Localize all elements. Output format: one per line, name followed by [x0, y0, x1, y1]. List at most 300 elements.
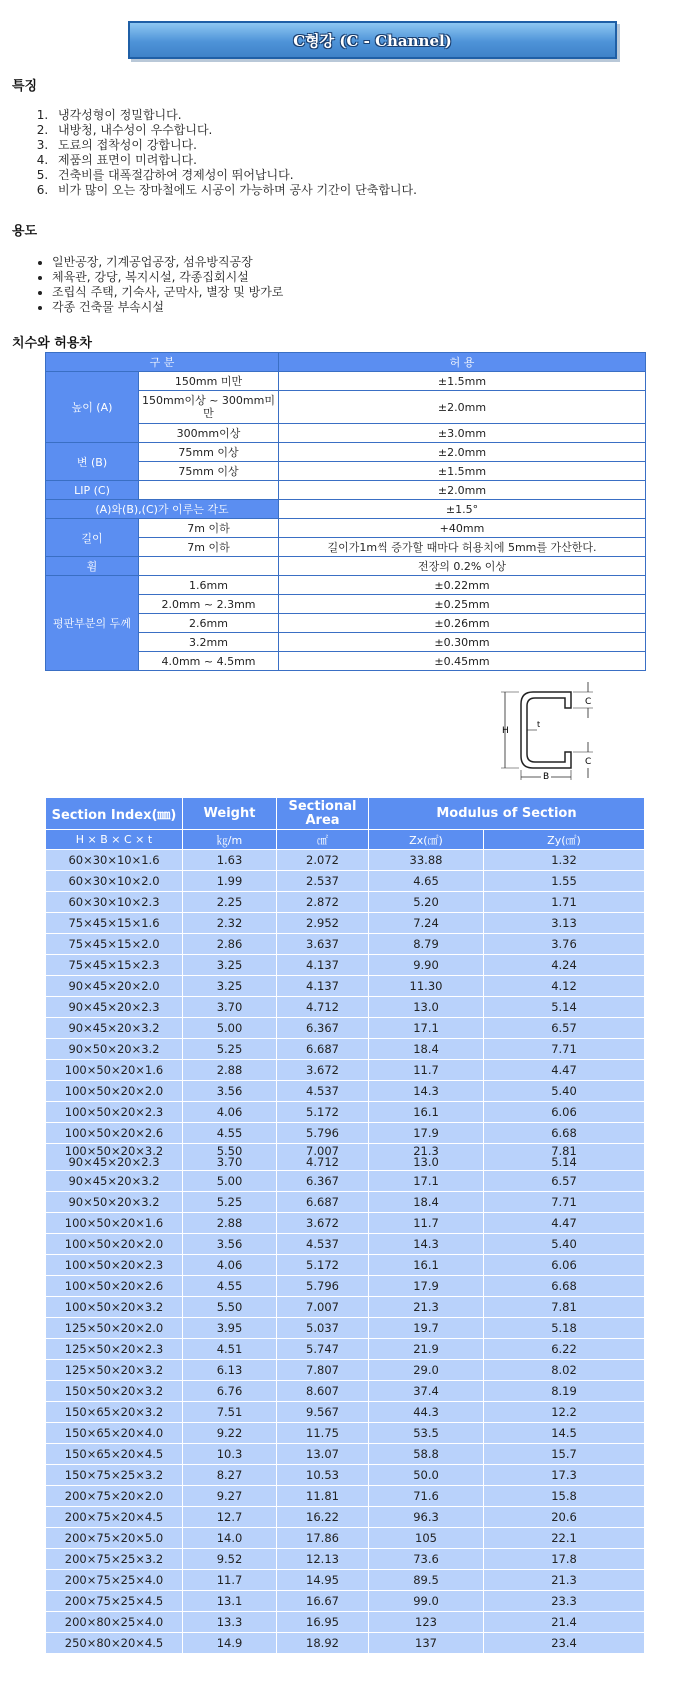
table-cell: 8.607: [277, 1381, 369, 1402]
unit-cell: H × B × C × t: [46, 830, 183, 850]
table-cell: 2.25: [183, 892, 277, 913]
table-cell: 4.24: [484, 955, 645, 976]
table-cell: 5.50 3.70: [183, 1144, 277, 1171]
table-row: [46, 1144, 645, 1171]
table-cell: 73.6: [369, 1549, 484, 1570]
table-row: [46, 481, 646, 500]
table-cell: 21.3: [369, 1297, 484, 1318]
table-cell: 200×75×20×2.0: [46, 1486, 183, 1507]
table-cell: 125×50×20×2.0: [46, 1318, 183, 1339]
diagram-label-h: H: [502, 726, 509, 736]
column-header: Modulus of Section: [369, 798, 645, 830]
table-cell: 23.3: [484, 1591, 645, 1612]
table-cell: 4.06: [183, 1255, 277, 1276]
table-cell: 18.92: [277, 1633, 369, 1654]
table-cell: 19.7: [369, 1318, 484, 1339]
table-cell: 3.637: [277, 934, 369, 955]
table-row: [46, 976, 645, 997]
table-cell: 2.872: [277, 892, 369, 913]
table-row: [46, 1123, 645, 1144]
table-cell: 6.22: [484, 1339, 645, 1360]
table-cell: 7.81: [484, 1297, 645, 1318]
table-cell: 58.8: [369, 1444, 484, 1465]
table-cell: 150×75×25×3.2: [46, 1465, 183, 1486]
table-cell: 17.8: [484, 1549, 645, 1570]
table-cell: 150mm 미만: [139, 372, 279, 391]
table-row: [46, 1213, 645, 1234]
table-cell: 4.537: [277, 1081, 369, 1102]
table-cell: 12.13: [277, 1549, 369, 1570]
column-header: Weight: [183, 798, 277, 830]
table-cell: ±1.5°: [279, 500, 646, 519]
unit-cell: Zy(㎠): [484, 830, 645, 850]
table-cell: 200×75×25×4.0: [46, 1570, 183, 1591]
table-cell: 6.76: [183, 1381, 277, 1402]
table-row: [46, 1255, 645, 1276]
table-cell: 2.072: [277, 850, 369, 871]
table-cell: 6.68: [484, 1276, 645, 1297]
table-cell: 9.22: [183, 1423, 277, 1444]
table-cell: 13.0: [369, 997, 484, 1018]
table-cell: ±0.30mm: [279, 633, 646, 652]
table-row: [46, 1465, 645, 1486]
table-cell: +40mm: [279, 519, 646, 538]
uses-list: [30, 255, 283, 315]
table-cell: 100×50×20×2.0: [46, 1081, 183, 1102]
table-cell: ±0.45mm: [279, 652, 646, 671]
table-cell: 150×65×20×4.0: [46, 1423, 183, 1444]
table-row: [46, 576, 646, 595]
column-header: Section Index(㎜): [46, 798, 183, 830]
table-row: [46, 1570, 645, 1591]
table-row: [46, 1318, 645, 1339]
table-cell: 75×45×15×2.0: [46, 934, 183, 955]
table-cell: 7m 이하: [139, 519, 279, 538]
table-cell: 4.137: [277, 976, 369, 997]
table-cell: 3.2mm: [139, 633, 279, 652]
table-cell: 5.50: [183, 1297, 277, 1318]
table-cell: 1.32: [484, 850, 645, 871]
table-cell: 96.3: [369, 1507, 484, 1528]
table-cell: 7.007: [277, 1297, 369, 1318]
table-cell: 14.5: [484, 1423, 645, 1444]
table-cell: 29.0: [369, 1360, 484, 1381]
table-cell: 5.25: [183, 1192, 277, 1213]
row-label: 평판부분의 두께: [46, 576, 139, 671]
table-row: [46, 1528, 645, 1549]
table-cell: 9.90: [369, 955, 484, 976]
table-cell: 6.57: [484, 1171, 645, 1192]
diagram-label-c-bottom: C: [585, 757, 592, 767]
table-cell: 137: [369, 1633, 484, 1654]
table-row: [46, 1339, 645, 1360]
table-cell: 3.13: [484, 913, 645, 934]
table-cell: 11.7: [369, 1213, 484, 1234]
table-row: [46, 850, 645, 871]
table-cell: 21.4: [484, 1612, 645, 1633]
table-row: [46, 1171, 645, 1192]
table-row: [46, 1612, 645, 1633]
list-item: 1. 냉각성형이 정밀합니다.: [52, 108, 417, 123]
table-cell: 21.3: [484, 1570, 645, 1591]
table-cell: 3.56: [183, 1234, 277, 1255]
table-cell: 123: [369, 1612, 484, 1633]
row-label: 높이 (A): [46, 372, 139, 443]
table-cell: 2.0mm ~ 2.3mm: [139, 595, 279, 614]
table-row: [46, 934, 645, 955]
diagram-label-b: B: [543, 772, 550, 780]
table-cell: 4.137: [277, 955, 369, 976]
table-cell: 100×50×20×1.6: [46, 1060, 183, 1081]
unit-cell: Zx(㎠): [369, 830, 484, 850]
table-cell: 11.81: [277, 1486, 369, 1507]
table-cell: 90×45×20×3.2: [46, 1171, 183, 1192]
table-cell: 37.4: [369, 1381, 484, 1402]
table-cell: 100×50×20×3.2 90×45×20×2.3: [46, 1144, 183, 1171]
table-row: [46, 1360, 645, 1381]
table-cell: 17.1: [369, 1171, 484, 1192]
features-list: [30, 108, 417, 198]
table-cell: 17.9: [369, 1123, 484, 1144]
table-cell: 18.4: [369, 1192, 484, 1213]
table-row: [46, 372, 646, 391]
table-cell: 6.57: [484, 1018, 645, 1039]
table-cell: 12.2: [484, 1402, 645, 1423]
table-cell: 5.00: [183, 1018, 277, 1039]
table-cell: 5.796: [277, 1276, 369, 1297]
table-cell: 3.25: [183, 976, 277, 997]
table-cell: 100×50×20×2.0: [46, 1234, 183, 1255]
table-cell: 16.22: [277, 1507, 369, 1528]
table-body: [46, 850, 645, 1654]
table-cell: 200×75×20×5.0: [46, 1528, 183, 1549]
unit-cell: ㎏/m: [183, 830, 277, 850]
table-row: [46, 1081, 645, 1102]
table-row: [46, 519, 646, 538]
table-cell: 5.172: [277, 1255, 369, 1276]
table-cell: 4.712: [277, 997, 369, 1018]
table-units-row: [46, 830, 645, 850]
table-cell: 12.7: [183, 1507, 277, 1528]
table-cell: 4.47: [484, 1060, 645, 1081]
table-row: [46, 1381, 645, 1402]
table-cell: 150×50×20×3.2: [46, 1381, 183, 1402]
column-header: Sectional Area: [277, 798, 369, 830]
table-row: [46, 1039, 645, 1060]
c-channel-diagram: [493, 680, 603, 780]
row-label: LIP (C): [46, 481, 139, 500]
table-cell: 53.5: [369, 1423, 484, 1444]
table-cell: 100×50×20×3.2: [46, 1297, 183, 1318]
table-cell: 길이가1m씩 증가할 때마다 허용치에 5mm를 가산한다.: [279, 538, 646, 557]
table-cell: ±2.0mm: [279, 391, 646, 424]
table-cell: 105: [369, 1528, 484, 1549]
table-cell: 7m 이하: [139, 538, 279, 557]
table-cell: 200×80×25×4.0: [46, 1612, 183, 1633]
table-cell: 16.67: [277, 1591, 369, 1612]
table-cell: 1.63: [183, 850, 277, 871]
table-cell: 100×50×20×2.6: [46, 1123, 183, 1144]
table-cell: 4.55: [183, 1276, 277, 1297]
table-cell: 4.55: [183, 1123, 277, 1144]
table-cell: 5.00: [183, 1171, 277, 1192]
list-item: 5. 건축비를 대폭절감하여 경제성이 뛰어납니다.: [52, 168, 417, 183]
table-cell: 6.13: [183, 1360, 277, 1381]
table-cell: 6.367: [277, 1018, 369, 1039]
table-cell: 89.5: [369, 1570, 484, 1591]
diagram-label-t: t: [537, 720, 541, 729]
table-cell: 11.7: [369, 1060, 484, 1081]
tolerance-table: [45, 352, 646, 671]
table-cell: 21.9: [369, 1339, 484, 1360]
table-cell: 100×50×20×1.6: [46, 1213, 183, 1234]
table-row: [46, 443, 646, 462]
table-cell: 7.807: [277, 1360, 369, 1381]
list-item: 6. 비가 많이 오는 장마철에도 시공이 가능하며 공사 기간이 단축합니다.: [52, 183, 417, 198]
table-cell: 5.14: [484, 997, 645, 1018]
table-cell: 21.3 13.0: [369, 1144, 484, 1171]
table-cell: 5.18: [484, 1318, 645, 1339]
table-cell: 99.0: [369, 1591, 484, 1612]
table-cell: 1.99: [183, 871, 277, 892]
table-cell: ±2.0mm: [279, 443, 646, 462]
table-cell: 9.27: [183, 1486, 277, 1507]
table-cell: 8.79: [369, 934, 484, 955]
table-cell: 3.76: [484, 934, 645, 955]
table-cell: 60×30×10×1.6: [46, 850, 183, 871]
table-cell: 5.25: [183, 1039, 277, 1060]
table-cell: 60×30×10×2.3: [46, 892, 183, 913]
table-cell: 5.172: [277, 1102, 369, 1123]
table-row: [46, 1423, 645, 1444]
table-cell: 6.68: [484, 1123, 645, 1144]
table-cell: 13.3: [183, 1612, 277, 1633]
table-cell: 44.3: [369, 1402, 484, 1423]
table-cell: 6.687: [277, 1192, 369, 1213]
table-cell: 3.56: [183, 1081, 277, 1102]
table-cell: 13.07: [277, 1444, 369, 1465]
column-header: 허 용: [279, 353, 646, 372]
table-cell: 8.19: [484, 1381, 645, 1402]
table-cell: 7.81 5.14: [484, 1144, 645, 1171]
table-cell: 2.6mm: [139, 614, 279, 633]
table-cell: 150mm이상 ~ 300mm미만: [139, 391, 279, 424]
table-cell: [139, 557, 279, 576]
table-cell: 14.9: [183, 1633, 277, 1654]
table-cell: [139, 481, 279, 500]
table-row: [46, 1018, 645, 1039]
table-cell: 100×50×20×2.6: [46, 1276, 183, 1297]
table-cell: 18.4: [369, 1039, 484, 1060]
table-cell: 2.88: [183, 1213, 277, 1234]
table-cell: 4.0mm ~ 4.5mm: [139, 652, 279, 671]
list-item: 3. 도료의 접착성이 강합니다.: [52, 138, 417, 153]
page-title: C형강 (C - Channel): [128, 21, 617, 59]
table-cell: 7.51: [183, 1402, 277, 1423]
table-cell: 150×65×20×4.5: [46, 1444, 183, 1465]
table-cell: 150×65×20×3.2: [46, 1402, 183, 1423]
table-cell: 2.88: [183, 1060, 277, 1081]
table-row: [46, 1486, 645, 1507]
table-row: [46, 1192, 645, 1213]
table-cell: 14.95: [277, 1570, 369, 1591]
table-cell: 1.6mm: [139, 576, 279, 595]
table-cell: 90×50×20×3.2: [46, 1039, 183, 1060]
list-item: • 각종 건축물 부속시설: [52, 300, 283, 315]
table-cell: 90×45×20×2.0: [46, 976, 183, 997]
table-row: [46, 913, 645, 934]
table-cell: 전장의 0.2% 이상: [279, 557, 646, 576]
table-cell: ±1.5mm: [279, 372, 646, 391]
table-row: [46, 1633, 645, 1654]
table-cell: 100×50×20×2.3: [46, 1255, 183, 1276]
table-cell: 250×80×20×4.5: [46, 1633, 183, 1654]
table-cell: 7.007 4.712: [277, 1144, 369, 1171]
table-cell: ±0.26mm: [279, 614, 646, 633]
table-cell: 5.747: [277, 1339, 369, 1360]
table-row: [46, 500, 646, 519]
table-cell: 90×45×20×2.3: [46, 997, 183, 1018]
unit-cell: ㎠: [277, 830, 369, 850]
table-row: [46, 1297, 645, 1318]
table-row: [46, 557, 646, 576]
table-row: [46, 955, 645, 976]
table-header-row: [46, 353, 646, 372]
table-cell: 5.40: [484, 1081, 645, 1102]
table-cell: 9.52: [183, 1549, 277, 1570]
table-cell: 200×75×25×3.2: [46, 1549, 183, 1570]
table-row: [46, 1402, 645, 1423]
table-cell: 7.71: [484, 1039, 645, 1060]
table-cell: 4.51: [183, 1339, 277, 1360]
table-cell: 3.672: [277, 1213, 369, 1234]
table-cell: 22.1: [484, 1528, 645, 1549]
table-cell: 16.1: [369, 1102, 484, 1123]
table-cell: 9.567: [277, 1402, 369, 1423]
uses-heading: 용도: [12, 224, 38, 239]
table-cell: 17.86: [277, 1528, 369, 1549]
table-cell: 75mm 이상: [139, 443, 279, 462]
table-cell: 3.672: [277, 1060, 369, 1081]
table-row: [46, 1276, 645, 1297]
table-row: [46, 1060, 645, 1081]
table-cell: 60×30×10×2.0: [46, 871, 183, 892]
table-cell: 16.95: [277, 1612, 369, 1633]
list-item: • 조립식 주택, 기숙사, 군막사, 별장 및 방가로: [52, 285, 283, 300]
table-cell: ±0.22mm: [279, 576, 646, 595]
table-row: [46, 892, 645, 913]
features-heading: 특징: [12, 79, 38, 94]
table-row: [46, 997, 645, 1018]
list-item: • 일반공장, 기계공업공장, 섬유방직공장: [52, 255, 283, 270]
table-cell: ±3.0mm: [279, 424, 646, 443]
table-cell: 7.24: [369, 913, 484, 934]
table-cell: 50.0: [369, 1465, 484, 1486]
table-row: [46, 1102, 645, 1123]
table-cell: 11.30: [369, 976, 484, 997]
table-cell: 75×45×15×2.3: [46, 955, 183, 976]
table-cell: 10.3: [183, 1444, 277, 1465]
table-cell: 8.02: [484, 1360, 645, 1381]
table-cell: ±1.5mm: [279, 462, 646, 481]
table-cell: 5.40: [484, 1234, 645, 1255]
table-cell: 200×75×20×4.5: [46, 1507, 183, 1528]
tolerance-heading: 치수와 허용차: [12, 336, 92, 351]
column-header: 구 분: [46, 353, 279, 372]
table-row: [46, 871, 645, 892]
row-label: (A)와(B),(C)가 이루는 각도: [46, 500, 279, 519]
table-cell: 20.6: [484, 1507, 645, 1528]
table-cell: 10.53: [277, 1465, 369, 1486]
row-label: 휨: [46, 557, 139, 576]
table-cell: 4.65: [369, 871, 484, 892]
table-cell: 11.75: [277, 1423, 369, 1444]
table-cell: 4.47: [484, 1213, 645, 1234]
table-cell: 200×75×25×4.5: [46, 1591, 183, 1612]
table-cell: 3.70: [183, 997, 277, 1018]
table-cell: 3.25: [183, 955, 277, 976]
table-cell: 15.8: [484, 1486, 645, 1507]
table-cell: 17.3: [484, 1465, 645, 1486]
table-cell: 8.27: [183, 1465, 277, 1486]
table-cell: 17.1: [369, 1018, 484, 1039]
table-cell: 13.1: [183, 1591, 277, 1612]
table-row: [46, 1507, 645, 1528]
table-cell: 6.367: [277, 1171, 369, 1192]
table-cell: 2.537: [277, 871, 369, 892]
table-cell: 1.55: [484, 871, 645, 892]
table-cell: 14.3: [369, 1234, 484, 1255]
table-row: [46, 1444, 645, 1465]
table-cell: 23.4: [484, 1633, 645, 1654]
table-cell: 11.7: [183, 1570, 277, 1591]
table-cell: 100×50×20×2.3: [46, 1102, 183, 1123]
table-cell: 90×50×20×3.2: [46, 1192, 183, 1213]
row-label: 길이: [46, 519, 139, 557]
table-cell: 14.0: [183, 1528, 277, 1549]
list-item: 2. 내방청, 내수성이 우수합니다.: [52, 123, 417, 138]
table-row: [46, 1549, 645, 1570]
table-cell: 75×45×15×1.6: [46, 913, 183, 934]
table-cell: 1.71: [484, 892, 645, 913]
table-cell: 17.9: [369, 1276, 484, 1297]
table-cell: 16.1: [369, 1255, 484, 1276]
table-cell: 4.12: [484, 976, 645, 997]
table-row: [46, 1234, 645, 1255]
table-cell: 6.06: [484, 1255, 645, 1276]
table-cell: 6.687: [277, 1039, 369, 1060]
table-row: [46, 1591, 645, 1612]
table-cell: 15.7: [484, 1444, 645, 1465]
table-cell: 75mm 이상: [139, 462, 279, 481]
table-cell: 14.3: [369, 1081, 484, 1102]
row-label: 변 (B): [46, 443, 139, 481]
table-cell: 33.88: [369, 850, 484, 871]
table-cell: 125×50×20×2.3: [46, 1339, 183, 1360]
table-cell: 2.952: [277, 913, 369, 934]
table-cell: 71.6: [369, 1486, 484, 1507]
table-cell: 2.86: [183, 934, 277, 955]
section-properties-table: [45, 797, 645, 1654]
table-cell: 5.20: [369, 892, 484, 913]
table-cell: 4.06: [183, 1102, 277, 1123]
table-cell: 3.95: [183, 1318, 277, 1339]
table-cell: 7.71: [484, 1192, 645, 1213]
table-cell: 4.537: [277, 1234, 369, 1255]
table-cell: 6.06: [484, 1102, 645, 1123]
table-cell: 5.796: [277, 1123, 369, 1144]
table-cell: 125×50×20×3.2: [46, 1360, 183, 1381]
